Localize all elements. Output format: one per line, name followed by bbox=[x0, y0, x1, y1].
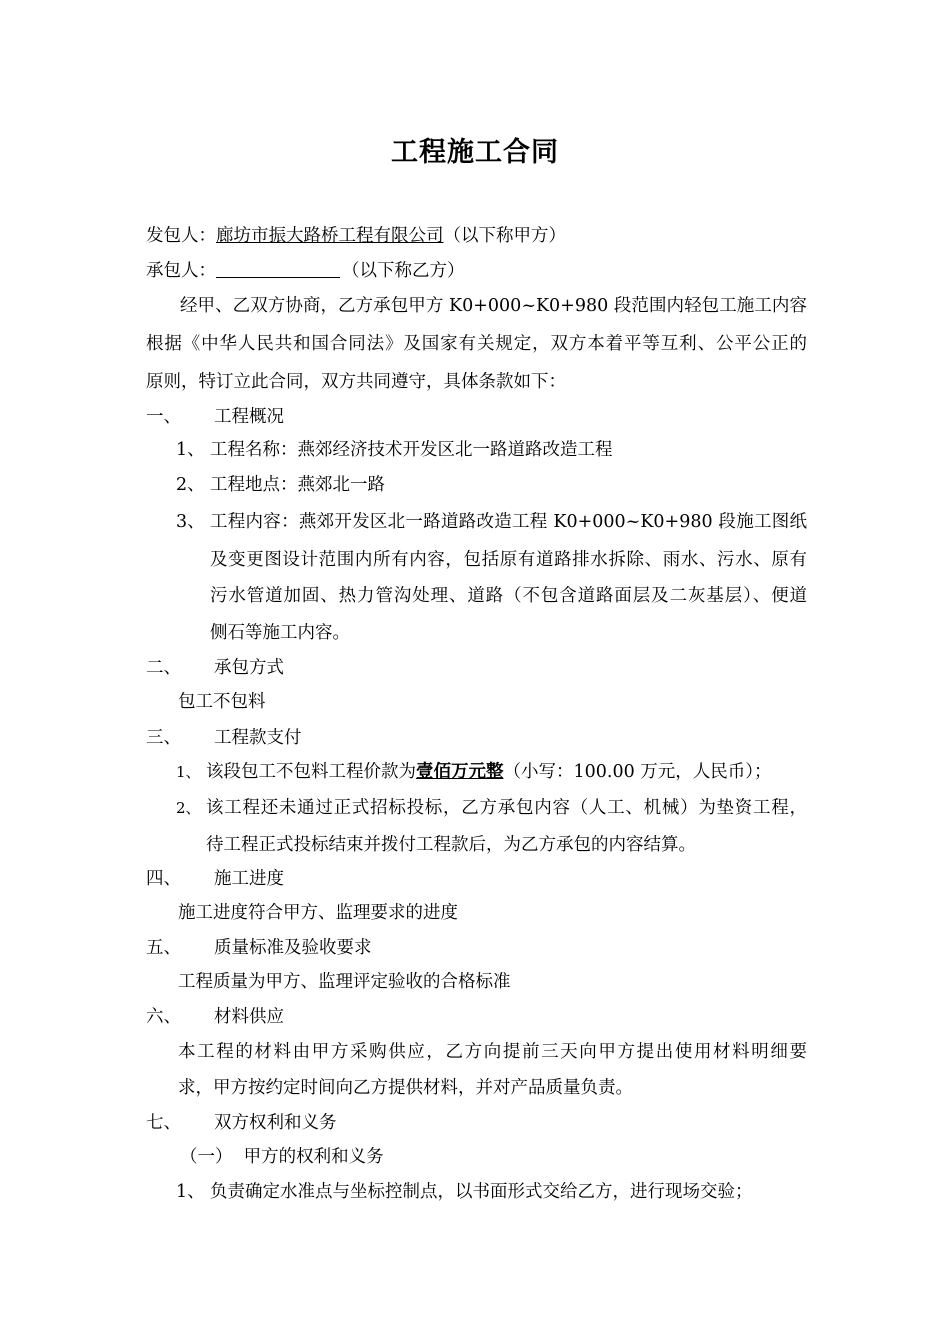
section-title: 工程款支付 bbox=[214, 728, 302, 748]
section-title: 工程概况 bbox=[214, 407, 284, 427]
price-amount: 壹佰万元整 bbox=[416, 762, 504, 782]
employer-name: 廊坊市振大路桥工程有限公司 bbox=[216, 226, 444, 246]
item-text: 工程名称：燕郊经济技术开发区北一路道路改造工程 bbox=[210, 440, 613, 460]
section-3-heading bbox=[146, 726, 302, 750]
employer-suffix: （以下称甲方） bbox=[443, 226, 566, 246]
item-text-pre: 该段包工不包料工程价款为 bbox=[206, 762, 416, 782]
contractor-name-blank[interactable] bbox=[216, 259, 340, 278]
s6-line-1: 本工程的材料由甲方采购供应，乙方向提前三天向甲方提出使用材料明细要 bbox=[178, 1042, 807, 1062]
section-number: 七、 bbox=[146, 1113, 181, 1133]
section-4-heading bbox=[146, 867, 284, 891]
s7-subheading-1: （一） 甲方的权利和义务 bbox=[180, 1147, 384, 1167]
s7-item-1 bbox=[176, 1180, 753, 1204]
s1-item-3-num: 3、 bbox=[176, 512, 205, 532]
s1-item-3-line-2: 及变更图设计范围内所有内容，包括原有道路排水拆除、雨水、污水、原有 bbox=[210, 550, 807, 570]
section-number: 三、 bbox=[146, 728, 181, 748]
section-title: 双方权利和义务 bbox=[214, 1113, 337, 1133]
s5-text: 工程质量为甲方、监理评定验收的合格标准 bbox=[178, 972, 511, 992]
s3-item-2-line-1: 该工程还未通过正式招标投标，乙方承包内容（人工、机械）为垫资工程， bbox=[206, 798, 807, 818]
section-number: 一、 bbox=[146, 407, 181, 427]
employer-label: 发包人： bbox=[146, 226, 216, 246]
section-title: 材料供应 bbox=[214, 1007, 284, 1027]
item-text: 工程地点：燕郊北一路 bbox=[210, 475, 385, 495]
contractor-suffix: （以下称乙方） bbox=[342, 261, 465, 281]
section-1-heading bbox=[146, 405, 284, 429]
item-number: 1、 bbox=[176, 1182, 205, 1202]
s3-item-2-line-2: 待工程正式投标结束并拨付工程款后，为乙方承包的内容结算。 bbox=[206, 835, 696, 855]
item-number: 2、 bbox=[176, 799, 201, 817]
item-text-post: （小写：100.00 万元，人民币）； bbox=[503, 762, 772, 782]
s3-item-2-num bbox=[176, 796, 206, 820]
intro-line-1: 经甲、乙双方协商，乙方承包甲方 K0+000~K0+980 段范围内轻包工施工内容 bbox=[180, 296, 807, 316]
section-number: 五、 bbox=[146, 938, 181, 958]
employer-line bbox=[146, 224, 566, 248]
section-number: 二、 bbox=[146, 658, 181, 678]
contractor-label: 承包人： bbox=[146, 261, 216, 281]
s1-item-3-line-4: 侧石等施工内容。 bbox=[210, 623, 350, 643]
section-6-heading bbox=[146, 1005, 284, 1029]
contractor-line bbox=[146, 259, 465, 283]
section-number: 六、 bbox=[146, 1007, 181, 1027]
item-number: 1、 bbox=[176, 440, 205, 460]
section-number: 四、 bbox=[146, 869, 181, 889]
item-text: 负责确定水准点与坐标控制点，以书面形式交给乙方，进行现场交验； bbox=[210, 1182, 753, 1202]
intro-line-3: 原则，特订立此合同，双方共同遵守，具体条款如下： bbox=[146, 372, 566, 392]
s4-text: 施工进度符合甲方、监理要求的进度 bbox=[178, 903, 458, 923]
section-2-heading bbox=[146, 656, 284, 680]
s2-text: 包工不包料 bbox=[178, 692, 266, 712]
s1-item-3-line-3: 污水管道加固、热力管沟处理、道路（不包含道路面层及二灰基层）、便道 bbox=[210, 586, 807, 606]
section-5-heading bbox=[146, 936, 372, 960]
s1-item-1 bbox=[176, 438, 613, 462]
s6-line-2: 求，甲方按约定时间向乙方提供材料，并对产品质量负责。 bbox=[178, 1078, 633, 1098]
item-number: 2、 bbox=[176, 475, 205, 495]
section-7-heading bbox=[146, 1111, 337, 1135]
item-number: 1、 bbox=[176, 763, 201, 781]
intro-line-2: 根据《中华人民共和国合同法》及国家有关规定，双方本着平等互利、公平公正的 bbox=[146, 334, 807, 354]
section-title: 承包方式 bbox=[214, 658, 284, 678]
section-title: 施工进度 bbox=[214, 869, 284, 889]
document-title: 工程施工合同 bbox=[391, 137, 559, 168]
section-title: 质量标准及验收要求 bbox=[214, 938, 372, 958]
s1-item-2 bbox=[176, 473, 385, 497]
s1-item-3-line-1: 工程内容：燕郊开发区北一路道路改造工程 K0+000~K0+980 段施工图纸 bbox=[210, 512, 807, 532]
s3-item-1 bbox=[176, 760, 772, 784]
